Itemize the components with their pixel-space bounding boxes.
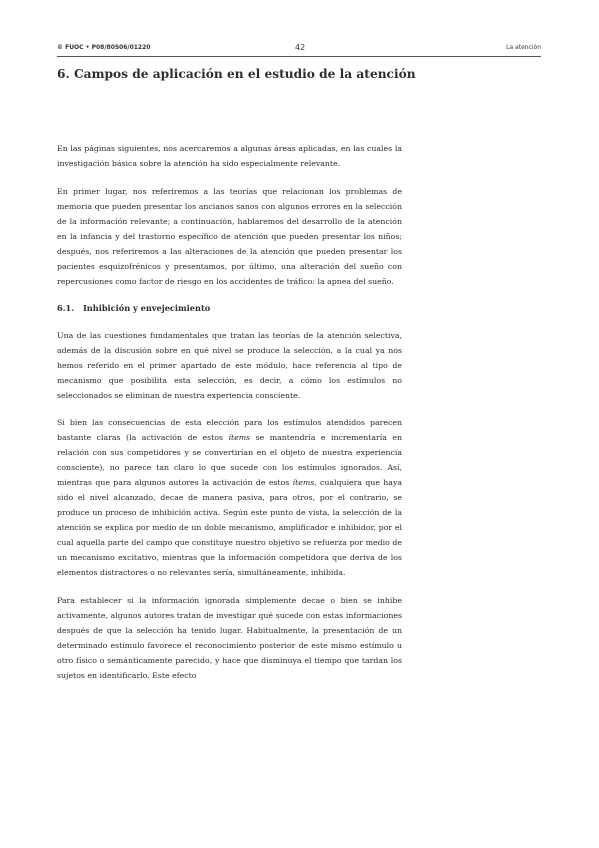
paragraph-ignored-information: Para establecer si la información ignorada simplemente decae o bien se inhibe activamente, algunos autores tratan de investigar qué sucede con estas informaciones después de que la selección ha tenido lugar. Habitualmente, la presentación de un determinado estímulo favorece el reconocimiento posterior de este mismo estímulo u otro físico o semánticamente parecido, y hace que disminuya el tiempo que tardan los sujetos en identificarlo. Este efecto	[57, 595, 402, 680]
paragraph-intro: En las páginas siguientes, nos acercaremos a algunas áreas aplicadas, en las cuales la investigación básica sobre la atención ha sido especialmente relevante.	[57, 144, 402, 168]
section-heading	[57, 301, 402, 316]
chapter-title: 6. Campos de aplicación en el estudio de la atención	[57, 67, 416, 81]
italic-term-items-2: ítems,	[292, 478, 317, 487]
body-text	[57, 141, 402, 695]
italic-term-items: ítems	[228, 433, 251, 442]
paragraph-inhibition	[57, 415, 402, 580]
section-number: 6.1.	[57, 302, 75, 313]
paragraph-inhibition-part-3: cualquiera que haya sido el nivel alcanzado, decae de manera pasiva, para otros, por el contrario, se produce un proceso de inhibición activa. Según este punto de vista, la selección de la atención se explica por medio de un doble mecanismo, amplificador e inhibidor, por el cual aquella parte del campo que constituye nuestro objetivo se refuerza por medio de un mecanismo excitativo, mientras que la información competidora que deriva de los elementos distractores o no relevantes sería, simultáneamente, inhibida.	[57, 478, 403, 577]
section-title: Inhibición y envejecimiento	[82, 302, 211, 313]
paragraph-selective-attention: Una de las cuestiones fundamentales que tratan las teorías de la atención selectiva, además de la discusión sobre en qué nivel se produce la selección, a la cual ya nos hemos referido en el primer apartado de este módulo, hace referencia al tipo de mecanismo que posibilita esta selección, es decir, a cómo los estímulos no seleccionados se eliminan de nuestra experiencia consciente.	[57, 330, 402, 400]
running-title: La atención	[506, 44, 541, 51]
header-rule	[57, 56, 541, 57]
paragraph-inhibition-part-1: Si bien las consecuencias de esta elección para los estímulos atendidos parecen bastante claras (la activación de estos	[57, 418, 402, 442]
page-number: 42	[295, 43, 306, 52]
copyright-code: © FUOC • P08/80506/01220	[57, 44, 151, 51]
paragraph-overview: En primer lugar, nos referiremos a las teorías que relacionan los problemas de memoria que pueden presentar los ancianos sanos con algunos errores en la selección de la información relevante; a continuación, hablaremos del desarrollo de la atención en la infancia y del trastorno específico de atención que pueden presentar los niños; después, nos referiremos a las alteraciones de la atención que pueden presentar los pacientes esquizofrénicos y presentamos, por último, una alteración del sueño con repercusiones como factor de riesgo en los accidentes de tráfico: la apnea del sueño.	[57, 186, 402, 286]
paragraph-inhibition-part-2: se mantendría e incrementaría en relación con sus competidores y se convertirían en el objeto de nuestra experiencia consciente), no parece tan claro lo que sucede con los estímulos ignorados. Así, mientras que para algunos autores la activación de estos	[57, 433, 402, 487]
